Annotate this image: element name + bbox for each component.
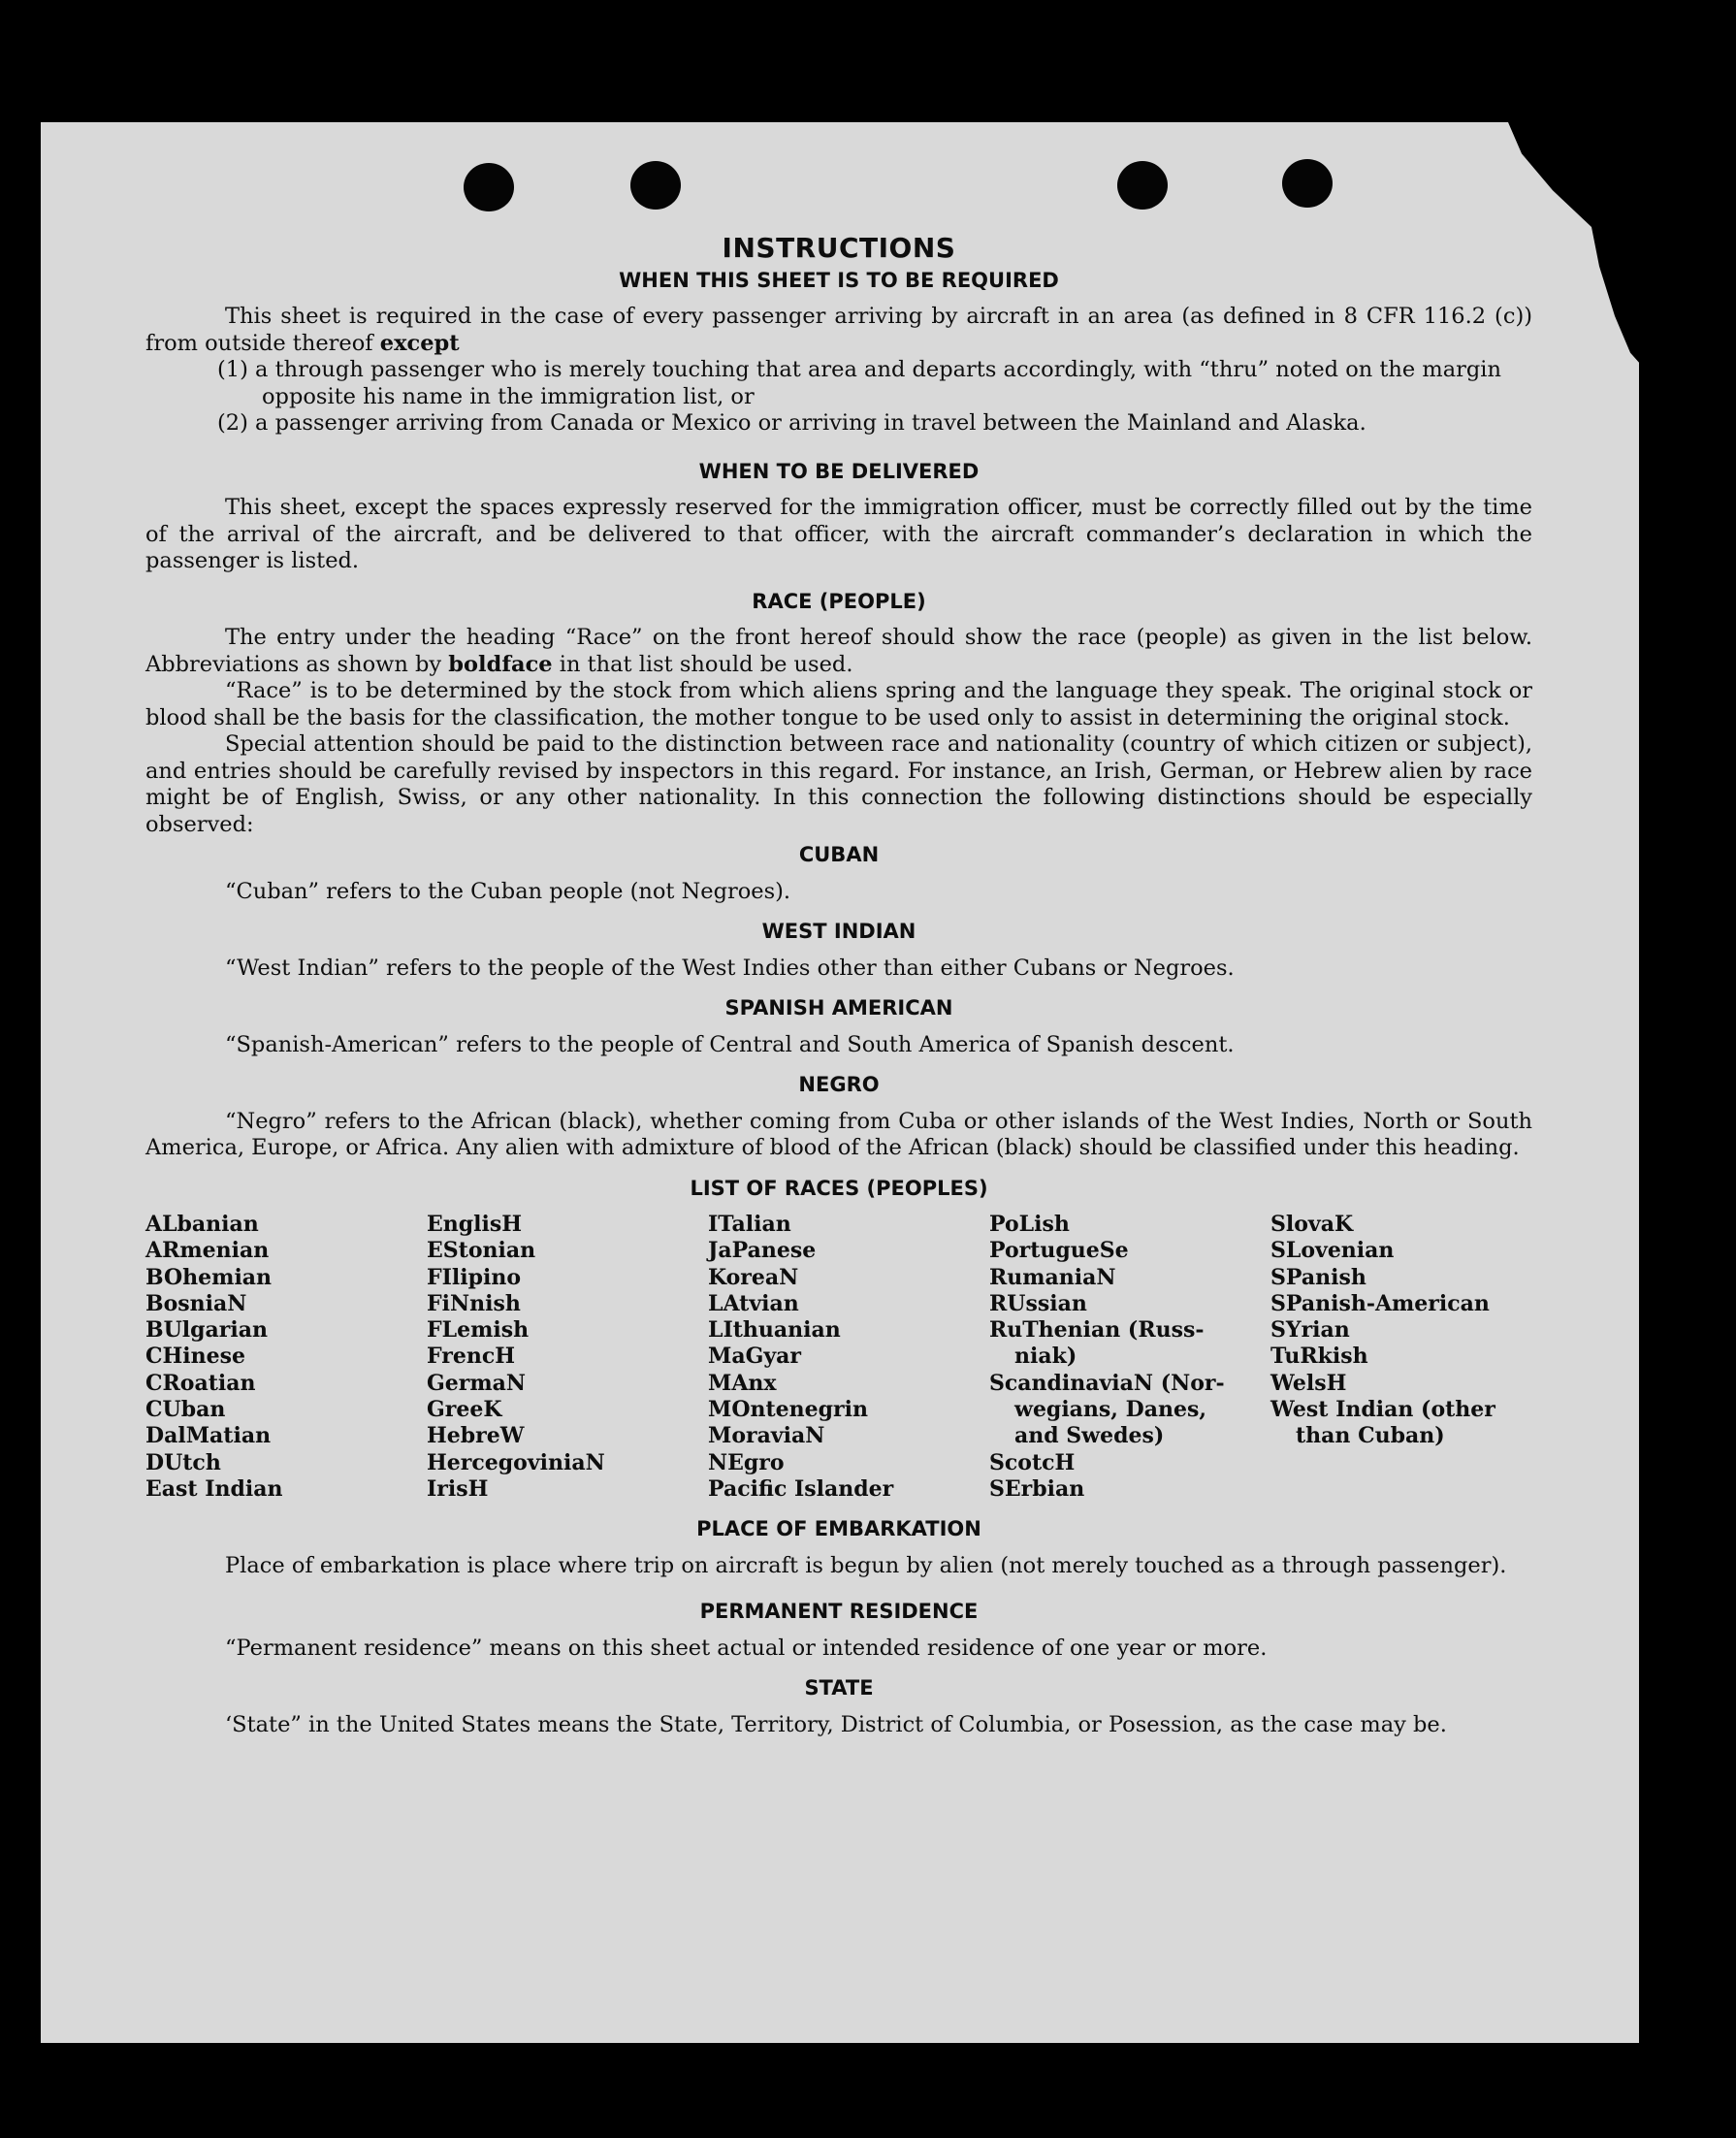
paragraph: This sheet is required in the case of every passenger arriving by aircraft in an area (as defined in 8 CFR 116.2 (c)) from outside thereof except — [145, 304, 1532, 356]
race-item: SYrian — [1270, 1317, 1350, 1344]
section-heading: PERMANENT RESIDENCE — [699, 1600, 979, 1624]
race-item: SlovaK — [1270, 1212, 1354, 1237]
section-heading: WEST INDIAN — [761, 920, 916, 943]
race-item: LIthuanian — [708, 1317, 841, 1344]
race-item: DalMatian — [145, 1423, 272, 1449]
race-item: IrisH — [427, 1475, 489, 1502]
race-item: BosniaN — [145, 1290, 247, 1316]
race-item: CHinese — [145, 1344, 246, 1370]
race-item: Pacific Islander — [708, 1475, 894, 1502]
race-item: PortugueSe — [989, 1238, 1129, 1264]
paragraph: Special attention should be paid to the distinction between race and nationality (country of which citizen or subject), and entries should be carefully revised by inspectors in this regard. For instance, an Irish, German, or Hebrew alien by race might be of English, Swiss, or any other nationality. In this connection the following distinctions should be especially observed: — [145, 731, 1532, 837]
race-item: FrencH — [427, 1344, 515, 1370]
punch-hole — [464, 163, 514, 211]
race-item: KoreaN — [708, 1264, 799, 1290]
race-item: NEgro — [708, 1449, 785, 1475]
punch-hole — [1282, 159, 1333, 208]
race-item: RUssian — [989, 1290, 1087, 1316]
race-item: CRoatian — [145, 1370, 256, 1396]
section-heading: PLACE OF EMBARKATION — [696, 1517, 981, 1541]
paragraph: “Negro” refers to the African (black), whether coming from Cuba or other islands of the West Indies, North or South America, Europe, or Africa. Any alien with admixture of blood of the African (black) should be classified under this heading. — [145, 1108, 1532, 1160]
race-column — [427, 1212, 689, 1503]
race-item: FLemish — [427, 1317, 530, 1344]
section-heading: RACE (PEOPLE) — [752, 589, 926, 613]
race-item: SErbian — [989, 1475, 1085, 1502]
race-item: West Indian (other — [1270, 1397, 1495, 1423]
race-item: FIlipino — [427, 1264, 522, 1290]
section-heading: NEGRO — [798, 1073, 880, 1096]
race-item: MAnx — [708, 1370, 777, 1396]
race-item: LAtvian — [708, 1290, 799, 1316]
punch-hole — [630, 161, 681, 210]
paragraph: “Race” is to be determined by the stock from which aliens spring and the language they speak. The original stock or blood shall be the basis for the classification, the mother tongue to be used only to assist in determining the original stock. — [145, 678, 1532, 730]
race-item: MaGyar — [708, 1344, 802, 1370]
race-item: niak) — [1014, 1344, 1077, 1370]
list-item: (1) a through passenger who is merely touching that area and departs accordingly, with “thru” noted on the margin opposite his name in the immigration list, or — [217, 357, 1501, 409]
race-item: TuRkish — [1270, 1344, 1368, 1370]
race-item: RumaniaN — [989, 1264, 1116, 1290]
race-item: SPanish-American — [1270, 1290, 1490, 1316]
section-heading: STATE — [804, 1676, 874, 1701]
punch-hole — [1117, 161, 1168, 210]
race-item: East Indian — [145, 1475, 283, 1502]
race-item: SLovenian — [1270, 1238, 1395, 1264]
race-item: DUtch — [145, 1449, 221, 1475]
race-item: MOntenegrin — [708, 1397, 868, 1423]
section-heading: WHEN THIS SHEET IS TO BE REQUIRED — [619, 268, 1059, 292]
race-item: SPanish — [1270, 1264, 1366, 1290]
race-item: HercegoviniaN — [427, 1449, 605, 1475]
paragraph: “Spanish-American” refers to the people of Central and South America of Spanish descent. — [225, 1031, 1235, 1057]
race-item: than Cuban) — [1296, 1423, 1445, 1449]
section-heading: CUBAN — [798, 843, 880, 866]
race-item: MoraviaN — [708, 1423, 825, 1449]
paragraph: “Permanent residence” means on this sheet actual or intended residence of one year or more. — [225, 1635, 1268, 1661]
race-item: HebreW — [427, 1423, 525, 1449]
paragraph: This sheet, except the spaces expressly reserved for the immigration officer, must be correctly filled out by the time of the arrival of the aircraft, and be delivered to that officer, with the aircraft commander’s declaration in which the passenger is listed. — [145, 495, 1532, 573]
race-item: ScandinaviaN (Nor- — [989, 1370, 1225, 1396]
paragraph: Place of embarkation is place where trip on aircraft is begun by alien (not merely touched as a through passenger). — [225, 1552, 1507, 1578]
race-item: PoLish — [989, 1212, 1070, 1237]
race-column — [1270, 1212, 1532, 1503]
section-heading: WHEN TO BE DELIVERED — [698, 459, 980, 483]
race-item: WelsH — [1270, 1370, 1347, 1396]
race-item: CUban — [145, 1397, 226, 1423]
race-item: GermaN — [427, 1370, 527, 1396]
section-heading: SPANISH AMERICAN — [724, 996, 953, 1020]
paragraph: “Cuban” refers to the Cuban people (not Negroes). — [225, 878, 791, 904]
page-title: INSTRUCTIONS — [722, 232, 956, 264]
race-item: EStonian — [427, 1238, 536, 1264]
race-item: BOhemian — [145, 1264, 273, 1290]
race-item: ITalian — [708, 1212, 791, 1237]
race-item: and Swedes) — [1014, 1423, 1165, 1449]
instructions-document — [145, 229, 1532, 1738]
race-item: GreeK — [427, 1397, 502, 1423]
paragraph: “West Indian” refers to the people of the West Indies other than either Cubans or Negroes. — [225, 955, 1235, 981]
list-item: (2) a passenger arriving from Canada or Mexico or arriving in travel between the Mainland and Alaska. — [217, 410, 1366, 436]
race-item: ALbanian — [145, 1212, 259, 1237]
race-column — [145, 1212, 407, 1503]
race-item: BUlgarian — [145, 1317, 268, 1344]
paragraph: ‘State” in the United States means the State, Territory, District of Columbia, or Posession, as the case may be. — [225, 1711, 1447, 1737]
paragraph: The entry under the heading “Race” on the front hereof should show the race (people) as given in the list below. Abbreviations as shown by boldface in that list should be used. — [145, 625, 1532, 677]
race-item: RuThenian (Russ- — [989, 1317, 1205, 1344]
race-item: wegians, Danes, — [1014, 1397, 1206, 1423]
race-item: JaPanese — [708, 1238, 817, 1264]
race-item: ARmenian — [145, 1238, 270, 1264]
race-column — [708, 1212, 970, 1503]
race-item: EnglisH — [427, 1212, 523, 1237]
race-list — [145, 1212, 1532, 1503]
race-column — [989, 1212, 1251, 1503]
race-item: ScotcH — [989, 1449, 1076, 1475]
section-heading: LIST OF RACES (PEOPLES) — [690, 1176, 988, 1200]
race-item: FiNnish — [427, 1290, 521, 1316]
